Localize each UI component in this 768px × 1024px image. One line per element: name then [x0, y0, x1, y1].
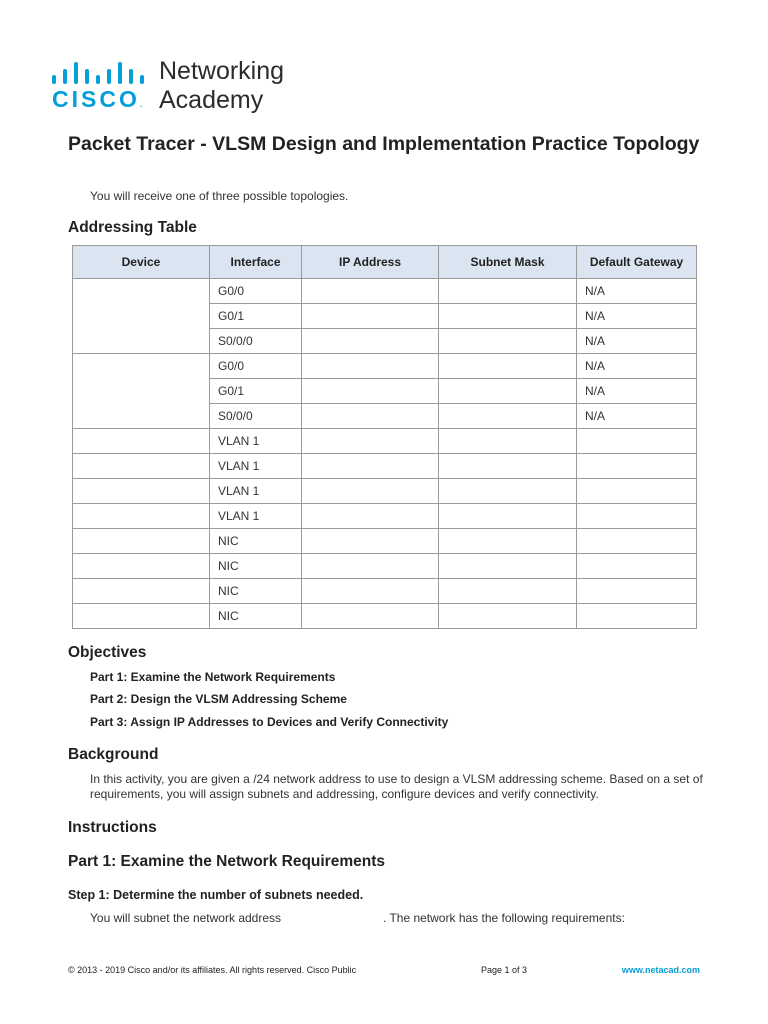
- cisco-networking-academy-logo: [52, 56, 312, 118]
- objective-item-part2: Part 2: Design the VLSM Addressing Scheme: [90, 692, 347, 706]
- instructions-heading: Instructions: [68, 819, 157, 836]
- cell-default-gateway: N/A: [577, 304, 697, 329]
- cell-subnet-mask: [439, 504, 577, 529]
- cell-device: [73, 604, 210, 629]
- cell-ip-address: [302, 404, 439, 429]
- background-paragraph: In this activity, you are given a /24 network address to use to design a VLSM addressing scheme. Based on a set of requirements, you will assign subnets and addressing, configure devices and verify connectivity.: [90, 772, 703, 801]
- cell-default-gateway: [577, 554, 697, 579]
- logo-bar: [52, 75, 56, 84]
- cell-default-gateway: N/A: [577, 379, 697, 404]
- cell-ip-address: [302, 454, 439, 479]
- cell-interface: G0/0: [210, 354, 302, 379]
- table-row: [73, 604, 697, 629]
- footer-copyright: © 2013 - 2019 Cisco and/or its affiliates. All rights reserved. Cisco Public: [68, 965, 357, 975]
- cell-device: [73, 504, 210, 529]
- cell-ip-address: [302, 304, 439, 329]
- logo-bar: [140, 75, 144, 84]
- cell-interface: VLAN 1: [210, 479, 302, 504]
- cisco-bridge-bars-icon: [52, 62, 152, 84]
- cell-interface: S0/0/0: [210, 404, 302, 429]
- requirements-text-end: . The network has the following requirements:: [383, 911, 625, 925]
- cell-interface: VLAN 1: [210, 429, 302, 454]
- cell-subnet-mask: [439, 304, 577, 329]
- cell-ip-address: [302, 479, 439, 504]
- cell-default-gateway: [577, 504, 697, 529]
- cell-ip-address: [302, 554, 439, 579]
- footer-page-number: Page 1 of 3: [481, 965, 528, 975]
- cell-subnet-mask: [439, 454, 577, 479]
- cell-ip-address: [302, 579, 439, 604]
- cell-device: [73, 279, 210, 354]
- cell-default-gateway: [577, 604, 697, 629]
- background-heading: Background: [68, 746, 159, 763]
- objective-item-part3: Part 3: Assign IP Addresses to Devices and Verify Connectivity: [90, 715, 449, 729]
- cell-default-gateway: [577, 479, 697, 504]
- table-row: [73, 529, 697, 554]
- cell-ip-address: [302, 504, 439, 529]
- cell-default-gateway: [577, 429, 697, 454]
- cell-default-gateway: N/A: [577, 404, 697, 429]
- cell-device: [73, 479, 210, 504]
- cell-ip-address: [302, 329, 439, 354]
- cell-ip-address: [302, 379, 439, 404]
- cell-subnet-mask: [439, 279, 577, 304]
- cell-subnet-mask: [439, 604, 577, 629]
- cell-interface: G0/1: [210, 304, 302, 329]
- logo-academy-text: Academy: [159, 86, 264, 114]
- cell-ip-address: [302, 279, 439, 304]
- table-row: [73, 504, 697, 529]
- logo-bar: [118, 62, 122, 84]
- table-row: [73, 479, 697, 504]
- addressing-table: [72, 245, 697, 629]
- table-row: [73, 454, 697, 479]
- cell-interface: NIC: [210, 529, 302, 554]
- addressing-table-body: [73, 279, 697, 629]
- table-row: [73, 429, 697, 454]
- cell-subnet-mask: [439, 579, 577, 604]
- cell-ip-address: [302, 604, 439, 629]
- addressing-table-heading: Addressing Table: [68, 219, 197, 236]
- cell-interface: VLAN 1: [210, 454, 302, 479]
- cell-subnet-mask: [439, 354, 577, 379]
- cell-default-gateway: [577, 579, 697, 604]
- cell-subnet-mask: [439, 379, 577, 404]
- cell-interface: S0/0/0: [210, 329, 302, 354]
- cell-subnet-mask: [439, 554, 577, 579]
- column-header-subnet-mask: Subnet Mask: [439, 246, 577, 279]
- cell-interface: G0/0: [210, 279, 302, 304]
- cell-device: [73, 354, 210, 429]
- table-header-row: [73, 246, 697, 279]
- cisco-wordmark: CISCO.: [52, 86, 143, 112]
- step1-heading: Step 1: Determine the number of subnets needed.: [68, 888, 364, 902]
- column-header-interface: Interface: [210, 246, 302, 279]
- cell-ip-address: [302, 529, 439, 554]
- cell-default-gateway: N/A: [577, 279, 697, 304]
- objective-item-part1: Part 1: Examine the Network Requirements: [90, 670, 336, 684]
- part1-heading: Part 1: Examine the Network Requirements: [68, 853, 385, 870]
- cell-subnet-mask: [439, 429, 577, 454]
- cell-device: [73, 454, 210, 479]
- topology-intro-text: You will receive one of three possible topologies.: [90, 189, 349, 203]
- cell-interface: NIC: [210, 554, 302, 579]
- table-row: [73, 554, 697, 579]
- cell-interface: G0/1: [210, 379, 302, 404]
- document-title: Packet Tracer - VLSM Design and Implementation Practice Topology: [68, 133, 700, 155]
- cell-device: [73, 529, 210, 554]
- cell-device: [73, 429, 210, 454]
- requirements-text-start: You will subnet the network address: [90, 911, 282, 925]
- cell-default-gateway: N/A: [577, 329, 697, 354]
- cell-default-gateway: N/A: [577, 354, 697, 379]
- cell-default-gateway: [577, 454, 697, 479]
- cell-subnet-mask: [439, 529, 577, 554]
- cell-interface: VLAN 1: [210, 504, 302, 529]
- cell-device: [73, 579, 210, 604]
- table-row: [73, 279, 697, 304]
- logo-bar: [74, 62, 78, 84]
- logo-bar: [129, 69, 133, 84]
- column-header-device: Device: [73, 246, 210, 279]
- footer-netacad-link[interactable]: www.netacad.com: [621, 965, 700, 975]
- cell-interface: NIC: [210, 579, 302, 604]
- logo-bar: [63, 69, 67, 84]
- column-header-default-gateway: Default Gateway: [577, 246, 697, 279]
- table-row: [73, 579, 697, 604]
- cell-ip-address: [302, 429, 439, 454]
- column-header-ip-address: IP Address: [302, 246, 439, 279]
- logo-bar: [85, 69, 89, 84]
- cell-subnet-mask: [439, 329, 577, 354]
- logo-networking-text: Networking: [159, 57, 285, 85]
- cell-ip-address: [302, 354, 439, 379]
- objectives-heading: Objectives: [68, 644, 147, 661]
- cell-subnet-mask: [439, 404, 577, 429]
- logo-bar: [107, 69, 111, 84]
- cell-device: [73, 554, 210, 579]
- cell-default-gateway: [577, 529, 697, 554]
- cell-interface: NIC: [210, 604, 302, 629]
- table-row: [73, 354, 697, 379]
- cell-subnet-mask: [439, 479, 577, 504]
- logo-bar: [96, 75, 100, 84]
